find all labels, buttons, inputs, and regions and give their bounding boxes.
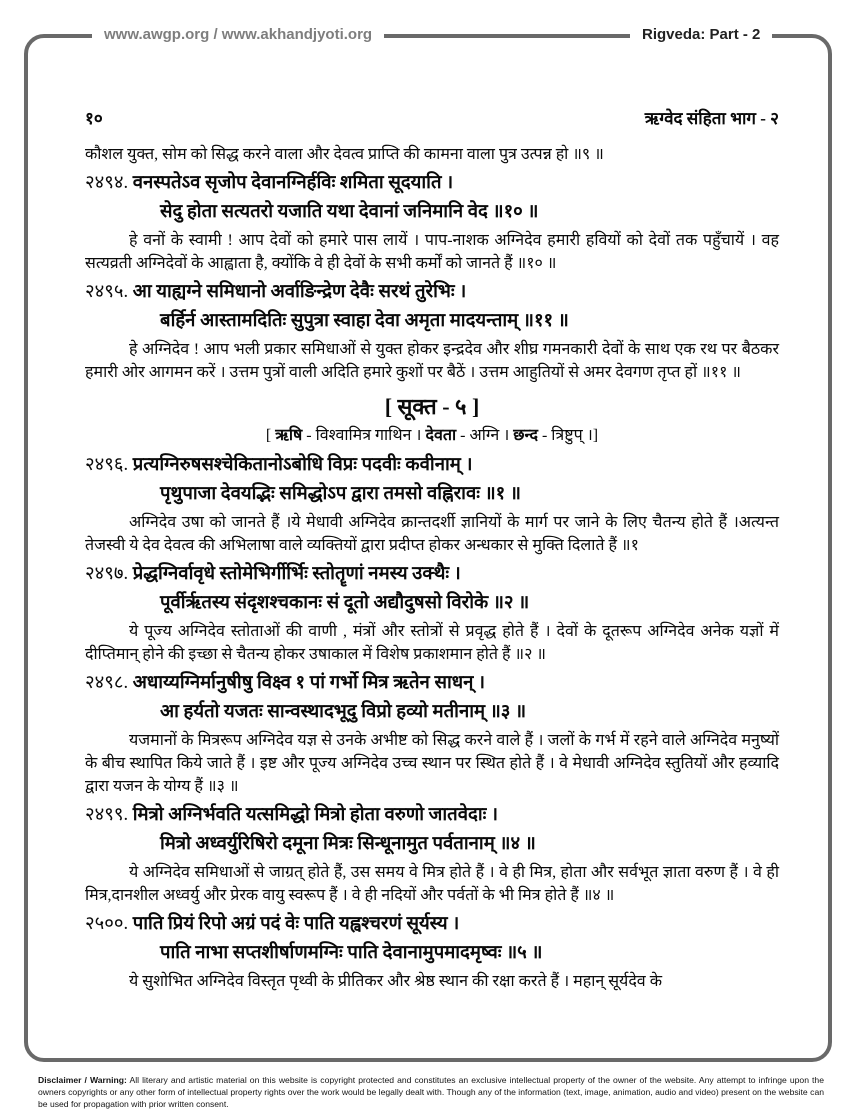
page-number: १० [85, 109, 103, 128]
verse-2498 [85, 669, 779, 727]
verse-line [85, 910, 779, 939]
verse-text: अधाय्यग्निर्मानुषीषु विक्ष्व १ पां गर्भो मित्र ऋतेन साधन् । [132, 673, 486, 693]
verse-line: पृथुपाजा देवयद्भिः समिद्धोऽप द्वारा तमसो वह्निरावः ॥१ ॥ [160, 484, 522, 504]
verse-text: प्रेद्धग्निर्वावृधे स्तोमेभिर्गीर्भिः स्तोतॄणां नमस्य उक्थैः । [132, 564, 461, 584]
commentary-verse-5-partial: ये सुशोभित अग्निदेव विस्तृत पृथ्वी के प्रीतिकर और श्रेष्ठ स्थान की रक्षा करते हैं । महान् सूर्यदेव के [129, 973, 662, 990]
header-book-title: Rigveda: Part - 2 [630, 25, 772, 44]
bracket-open: [ [265, 427, 276, 444]
verse-text: प्रत्यग्निरुषसश्चेकितानोऽबोधि विप्रः पदवीः कवीनाम् । [132, 455, 473, 475]
book-title-devanagari: ऋग्वेद संहिता भाग - २ [644, 109, 779, 128]
verse-number: २४९८. [85, 673, 129, 693]
verse-2495 [85, 278, 779, 336]
verse-line: मित्रो अध्वर्युरिषिरो दमूना मित्रः सिन्धूनामुत पर्वतानाम् ॥४ ॥ [160, 834, 536, 854]
verse-number: २४९७. [85, 564, 129, 584]
verse-number: २५००. [85, 914, 129, 934]
verse-line: आ हर्यतो यजतः सान्वस्थादभूदु विप्रो हव्यो मतीनाम् ॥३ ॥ [160, 702, 527, 722]
devata-label: देवता [425, 427, 457, 444]
verse-line: पूर्वीर्ऋतस्य संदृशश्चकानः सं दूतो अद्यौदुषसो विरोके ॥२ ॥ [160, 593, 530, 613]
verse-number: २४९९. [85, 805, 129, 825]
rishi-value: - विश्वामित्र गाथिन । [302, 427, 426, 444]
commentary-verse-1: अग्निदेव उषा को जानते हैं ।ये मेधावी अग्निदेव क्रान्तदर्शी ज्ञानियों के मार्ग पर जाने के लिए चैतन्य होते हैं ।अत्यन्त तेजस्वी ये देव देवत्व की अभिलाषा वाले व्यक्तियों द्वारा प्रदीप्त होकर अन्धकार से मुक्ति दिलाते हैं ॥१ [85, 514, 779, 554]
verse-number: २४९५. [85, 282, 129, 302]
disclaimer-footer [38, 1074, 824, 1110]
verse-line: सेदु होता सत्यतरो यजाति यथा देवानां जनिमानि वेद ॥१० ॥ [160, 202, 539, 222]
verse-text: वनस्पतेऽव सृजोप देवानग्निर्हविः शमिता सूदयाति । [132, 173, 454, 193]
verse-2497 [85, 560, 779, 618]
verse-line [85, 169, 779, 198]
verse-line [85, 669, 779, 698]
commentary-verse-10: हे वनों के स्वामी ! आप देवों को हमारे पास लायें । पाप-नाशक अग्निदेव हमारी हवियों को देवों तक पहुँचायें । वह सत्यव्रती अग्निदेवों के आह्वाता है, क्योंकि वे ही देवों के सभी कर्मों को जानते हैं ॥१० ॥ [85, 232, 779, 272]
book-header [85, 106, 779, 129]
verse-line: बर्हिर्न आस्तामदितिः सुपुत्रा स्वाहा देवा अमृता मादयन्ताम् ॥११ ॥ [160, 311, 569, 331]
commentary-verse-9: कौशल युक्त, सोम को सिद्ध करने वाला और देवत्व प्राप्ति की कामना वाला पुत्र उत्पन्न हो ॥९ ॥ [85, 146, 604, 163]
verse-number: २४९४. [85, 173, 129, 193]
page-content [85, 106, 779, 995]
verse-2499 [85, 801, 779, 859]
verse-text: पाति प्रियं रिपो अग्रं पदं वेः पाति यह्वश्चरणं सूर्यस्य । [132, 914, 460, 934]
disclaimer-text: All literary and artistic material on this website is copyright protected and constitutes an exclusive intellectual property of the owner of the website. Any attempt to infringe upon the owners copyrights or any other form of intellectual property rights over the work would be legally dealt with. Though any of the information (text, image, animation, audio and video) present on the website can be used for propagation with prior written consent. [38, 1075, 824, 1109]
commentary-verse-11: हे अग्निदेव ! आप भली प्रकार समिधाओं से युक्त होकर इन्द्रदेव और शीघ्र गमनकारी देवों के साथ एक रथ पर बैठकर हमारी ओर आगमन करें । उत्तम पुत्रों वाली अदिति हमारे कुशों पर बैठें । उत्तम आहुतियों से अमर देवगण तृप्त हों ॥११ ॥ [85, 341, 779, 381]
verse-text: आ याह्यग्ने समिधानो अर्वाङिन्द्रेण देवैः सरथं तुरेभिः । [132, 282, 467, 302]
verse-line [85, 278, 779, 307]
verse-2496 [85, 451, 779, 509]
verse-line [85, 560, 779, 589]
commentary-verse-4: ये अग्निदेव समिधाओं से जाग्रत् होते हैं, उस समय वे मित्र होते हैं । वे ही मित्र, होता और सर्वभूत ज्ञाता वरुण हैं । वे ही मित्र,दानशील अध्वर्यु और प्रेरक वायु स्वरूप हैं । वे ही नदियों और पर्वतों के भी मित्र होते हैं ॥४ ॥ [85, 864, 779, 904]
verse-2494 [85, 169, 779, 227]
verse-2500 [85, 910, 779, 968]
verse-line [85, 801, 779, 830]
devata-value: - अग्नि । [456, 427, 514, 444]
verse-line [85, 451, 779, 480]
sukta-heading: [ सूक्त - ५ ] [384, 394, 480, 419]
commentary-verse-2: ये पूज्य अग्निदेव स्तोताओं की वाणी , मंत्रों और स्तोत्रों से प्रवृद्ध होते हैं । देवों के दूतरूप अग्निदेव अनेक यज्ञों में दीप्तिमान् होने की इच्छा से चैतन्य होकर उषाकाल में विशेष प्रकाशमान होते हैं ॥२ ॥ [85, 623, 779, 663]
rishi-label: ऋषि [275, 427, 303, 444]
chhanda-value: - त्रिष्टुप् ।] [537, 427, 599, 444]
rishi-devata-chhanda-line [85, 424, 779, 447]
verse-line: पाति नाभा सप्तशीर्षाणमग्निः पाति देवानामुपमादमृष्वः ॥५ ॥ [160, 943, 543, 963]
commentary-verse-3: यजमानों के मित्ररूप अग्निदेव यज्ञ से उनके अभीष्ट को सिद्ध करने वाले हैं । जलों के गर्भ में रहने वाले अग्निदेव मनुष्यों के बीच स्थापित किये जाते हैं । इष्ट और पूज्य अग्निदेव उच्च स्थान पर स्थित होते हैं । वे मेधावी अग्निदेव स्तुतियों और हव्यादि द्वारा यजन के योग्य हैं ॥३ ॥ [85, 732, 779, 795]
verse-number: २४९६. [85, 455, 129, 475]
header-website-url: www.awgp.org / www.akhandjyoti.org [92, 25, 384, 44]
disclaimer-label: Disclaimer / Warning: [38, 1075, 127, 1085]
chhanda-label: छन्द [513, 427, 538, 444]
verse-text: मित्रो अग्निर्भवति यत्समिद्धो मित्रो होता वरुणो जातवेदाः । [132, 805, 498, 825]
